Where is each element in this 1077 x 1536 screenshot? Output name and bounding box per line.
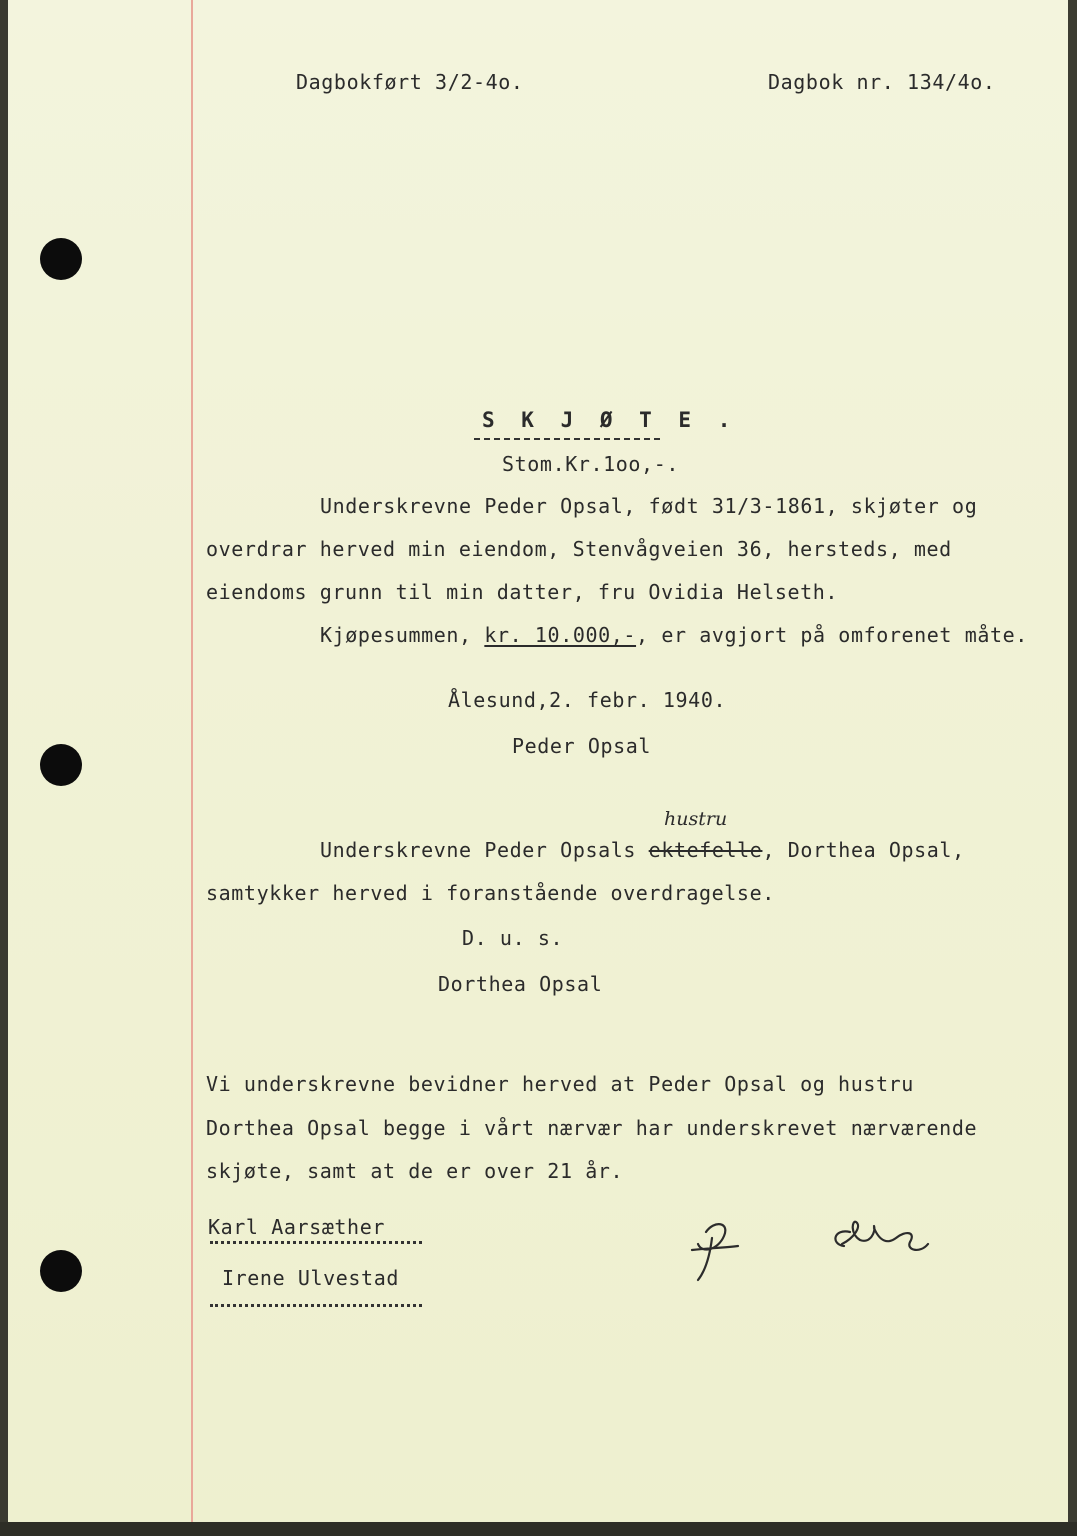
margin-line xyxy=(191,0,193,1522)
handwritten-insert: hustru xyxy=(664,808,728,830)
punch-hole-icon xyxy=(40,1250,82,1292)
signature-line xyxy=(210,1304,422,1307)
witness-paragraph-line: skjøte, samt at de er over 21 år. xyxy=(206,1159,624,1183)
scan-edge-right xyxy=(1068,0,1077,1536)
header-diary-date: Dagbokført 3/2-4o. xyxy=(296,70,524,94)
document-title: S K J Ø T E . xyxy=(482,408,738,432)
purchase-amount: kr. 10.000,- xyxy=(484,623,637,647)
punch-hole-icon xyxy=(40,238,82,280)
witness-2: Irene Ulvestad xyxy=(222,1266,399,1290)
paragraph-line: overdrar herved min eiendom, Stenvågveien 36, hersteds, med xyxy=(206,537,952,561)
struck-word: ektefelle xyxy=(648,838,763,862)
paragraph-line: Underskrevne Peder Opsal, født 31/3-1861, skjøter og xyxy=(320,494,978,518)
signature-line xyxy=(210,1241,422,1244)
title-underline xyxy=(474,438,660,440)
stamp-duty: Stom.Kr.1oo,-. xyxy=(502,452,679,476)
witness-1: Karl Aarsæther xyxy=(208,1215,385,1239)
consent-line-2: samtykker herved i foranstående overdragelse. xyxy=(206,881,775,905)
paragraph-line: eiendoms grunn til min datter, fru Ovidia Helseth. xyxy=(206,580,839,604)
scan-edge-left xyxy=(0,0,8,1536)
place-date: Ålesund,2. febr. 1940. xyxy=(448,688,727,712)
purchase-sum-line xyxy=(320,623,1028,647)
witness-paragraph-line: Dorthea Opsal begge i vårt nærvær har underskrevet nærværende xyxy=(206,1116,978,1140)
purchase-sum-before: Kjøpesummen, xyxy=(320,623,485,647)
signer-name: Peder Opsal xyxy=(512,734,652,758)
dus-line: D. u. s. xyxy=(462,926,564,950)
official-signature-icon xyxy=(684,1214,944,1286)
witness-paragraph-line: Vi underskrevne bevidner herved at Peder Opsal og hustru xyxy=(206,1072,914,1096)
consent-before: Underskrevne Peder Opsals xyxy=(320,838,649,862)
header-diary-number: Dagbok nr. 134/4o. xyxy=(768,70,996,94)
consent-line xyxy=(320,838,965,862)
signer2-name: Dorthea Opsal xyxy=(438,972,603,996)
consent-after: , Dorthea Opsal, xyxy=(762,838,965,862)
scan-edge-bottom xyxy=(0,1522,1077,1536)
punch-hole-icon xyxy=(40,744,82,786)
purchase-sum-after: , er avgjort på omforenet måte. xyxy=(636,623,1028,647)
